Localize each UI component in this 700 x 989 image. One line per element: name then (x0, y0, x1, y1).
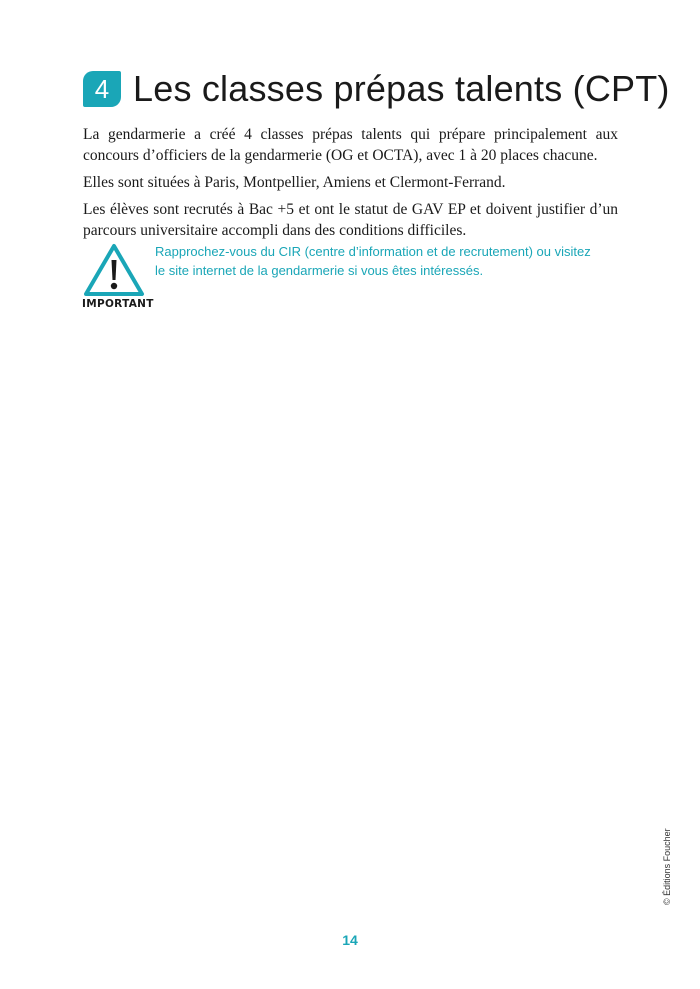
copyright-notice: © Éditions Foucher (662, 828, 672, 905)
page-number: 14 (342, 932, 358, 948)
important-text: Rapprochez-vous du CIR (centre d’information et de recrutement) ou visitez le site internet de la gendarmerie si vous êtes intéressés. (155, 244, 591, 278)
paragraph-3: Les élèves sont recrutés à Bac +5 et ont le statut de GAV EP et doivent justifier d’un parcours universitaire accompli dans des conditions difficiles. (83, 201, 618, 239)
section-number-badge: 4 (83, 71, 121, 107)
paragraph-2: Elles sont situées à Paris, Montpellier, Amiens et Clermont-Ferrand. (83, 174, 506, 191)
section-heading (83, 68, 670, 110)
page-title: Les classes prépas talents (CPT) (133, 68, 670, 109)
paragraph-1: La gendarmerie a créé 4 classes prépas talents qui prépare principalement aux concours d’officiers de la gendarmerie (OG et OCTA), avec 1 à 20 places chacune. (83, 126, 618, 164)
body-text (83, 124, 618, 247)
important-label: IMPORTANT (82, 298, 154, 310)
